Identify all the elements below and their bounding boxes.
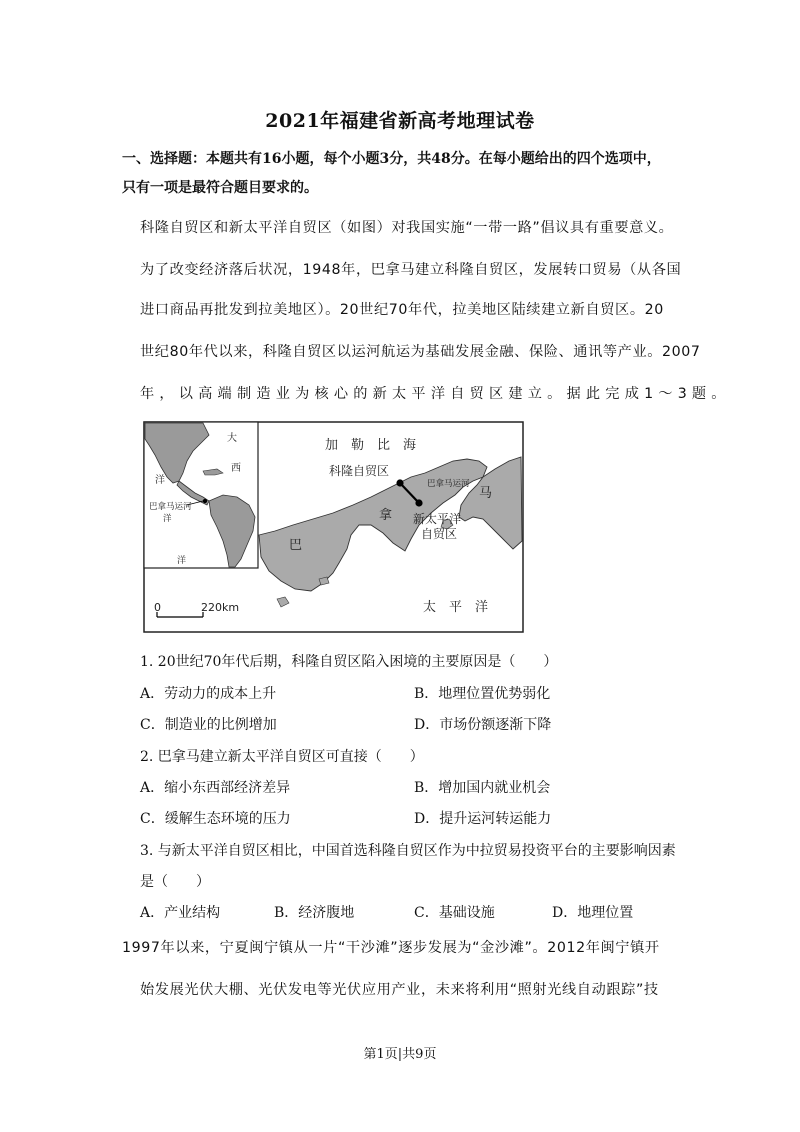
label-new-pacific-line1: 新太平洋 [413,512,462,526]
label-colon-free-trade-zone: 科隆自贸区 [329,464,390,478]
option-a: A．缩小东西部经济差异 [140,780,291,796]
inset-panama-marker [203,499,207,503]
option-b: B．增加国内就业机会 [414,780,551,796]
label-pacific-char: 洋 [475,600,489,615]
label-country-pa: 巴 [289,538,303,553]
passage-1-line: 世纪80年代以来，科隆自贸区以运河航运为基础发展金融、保险、通讯等产业。2007 [140,344,701,360]
option-c: C．缓解生态环境的压力 [140,811,291,827]
scale-label-distance: 220km [201,601,240,614]
page-title: 2021年福建省新高考地理试卷 [265,110,535,132]
inset-label-ocean-bottom: 洋 [177,556,187,566]
passage-2-line: 始发展光伏大棚、光伏发电等光伏应用产业，未来将利用“照射光线自动跟踪”技 [140,982,659,998]
label-country-na: 拿 [379,508,393,523]
section-heading-line1: 一、选择题：本题共有16小题，每个小题3分，共48分。在每小题给出的四个选项中， [122,151,661,167]
option-b: B．地理位置优势弱化 [414,686,551,702]
option-d: D．市场份额逐渐下降 [414,717,552,733]
option-a: A．劳动力的成本上升 [140,686,277,702]
label-panama-canal: 巴拿马运河 [427,479,470,489]
inset-label-continent-west: 西 [231,463,241,474]
scale-label-zero: 0 [154,601,161,614]
question-stem: 2. 巴拿马建立新太平洋自贸区可直接（ ） [140,749,424,765]
question-stem-line1: 3. 与新太平洋自贸区相比，中国首选科隆自贸区作为中拉贸易投资平台的主要影响因素 [140,843,676,859]
inset-label-continent-top: 大 [227,433,237,444]
inset-label-ocean-small: 洋 [163,514,172,524]
option-d: D．提升运河转运能力 [414,811,552,827]
passage-1-line: 进口商品再批发到拉美地区）。20世纪70年代，拉美地区陆续建立新自贸区。20 [140,302,664,318]
label-country-ma: 马 [479,486,493,501]
section-heading-line2: 只有一项是最符合题目要求的。 [122,180,318,196]
passage-1-line: 科隆自贸区和新太平洋自贸区（如图）对我国实施“一带一路”倡议具有重要意义。 [140,220,674,236]
new-pacific-free-trade-zone-marker [415,499,422,506]
option-c: C．制造业的比例增加 [140,717,277,733]
passage-1-line: 为了改变经济落后状况，1948年，巴拿马建立科隆自贸区，发展转口贸易（从各国 [140,262,682,278]
label-caribbean-sea-char: 海 [403,438,417,453]
page-footer: 第1页|共9页 [363,1047,437,1062]
question-stem: 1. 20世纪70年代后期，科隆自贸区陷入困境的主要原因是（ ） [140,654,558,670]
inset-label-ocean-char: 洋 [155,475,165,486]
colon-free-trade-zone-marker [396,479,403,486]
option-d: D．地理位置 [552,905,634,921]
label-pacific-char: 平 [449,600,463,615]
option-c: C．基础设施 [414,905,495,921]
label-caribbean-sea-char: 加 [325,438,339,453]
passage-1-line: 年，以高端制造业为核心的新太平洋自贸区建立。据此完成1～3题。 [140,386,731,402]
question-stem-line2: 是（ ） [140,874,210,890]
inset-label-panama-canal: 巴拿马运河 [149,502,192,512]
option-b: B．经济腹地 [274,905,355,921]
label-caribbean-sea-char: 比 [377,438,391,453]
panama-free-trade-zone-map [143,421,524,633]
label-pacific-char: 太 [423,600,437,615]
option-a: A．产业结构 [140,905,221,921]
label-new-pacific-line2: 自贸区 [421,527,458,541]
passage-2-line: 1997年以来，宁夏闽宁镇从一片“干沙滩”逐步发展为“金沙滩”。2012年闽宁镇开 [122,940,660,956]
label-caribbean-sea-char: 勒 [351,438,365,453]
